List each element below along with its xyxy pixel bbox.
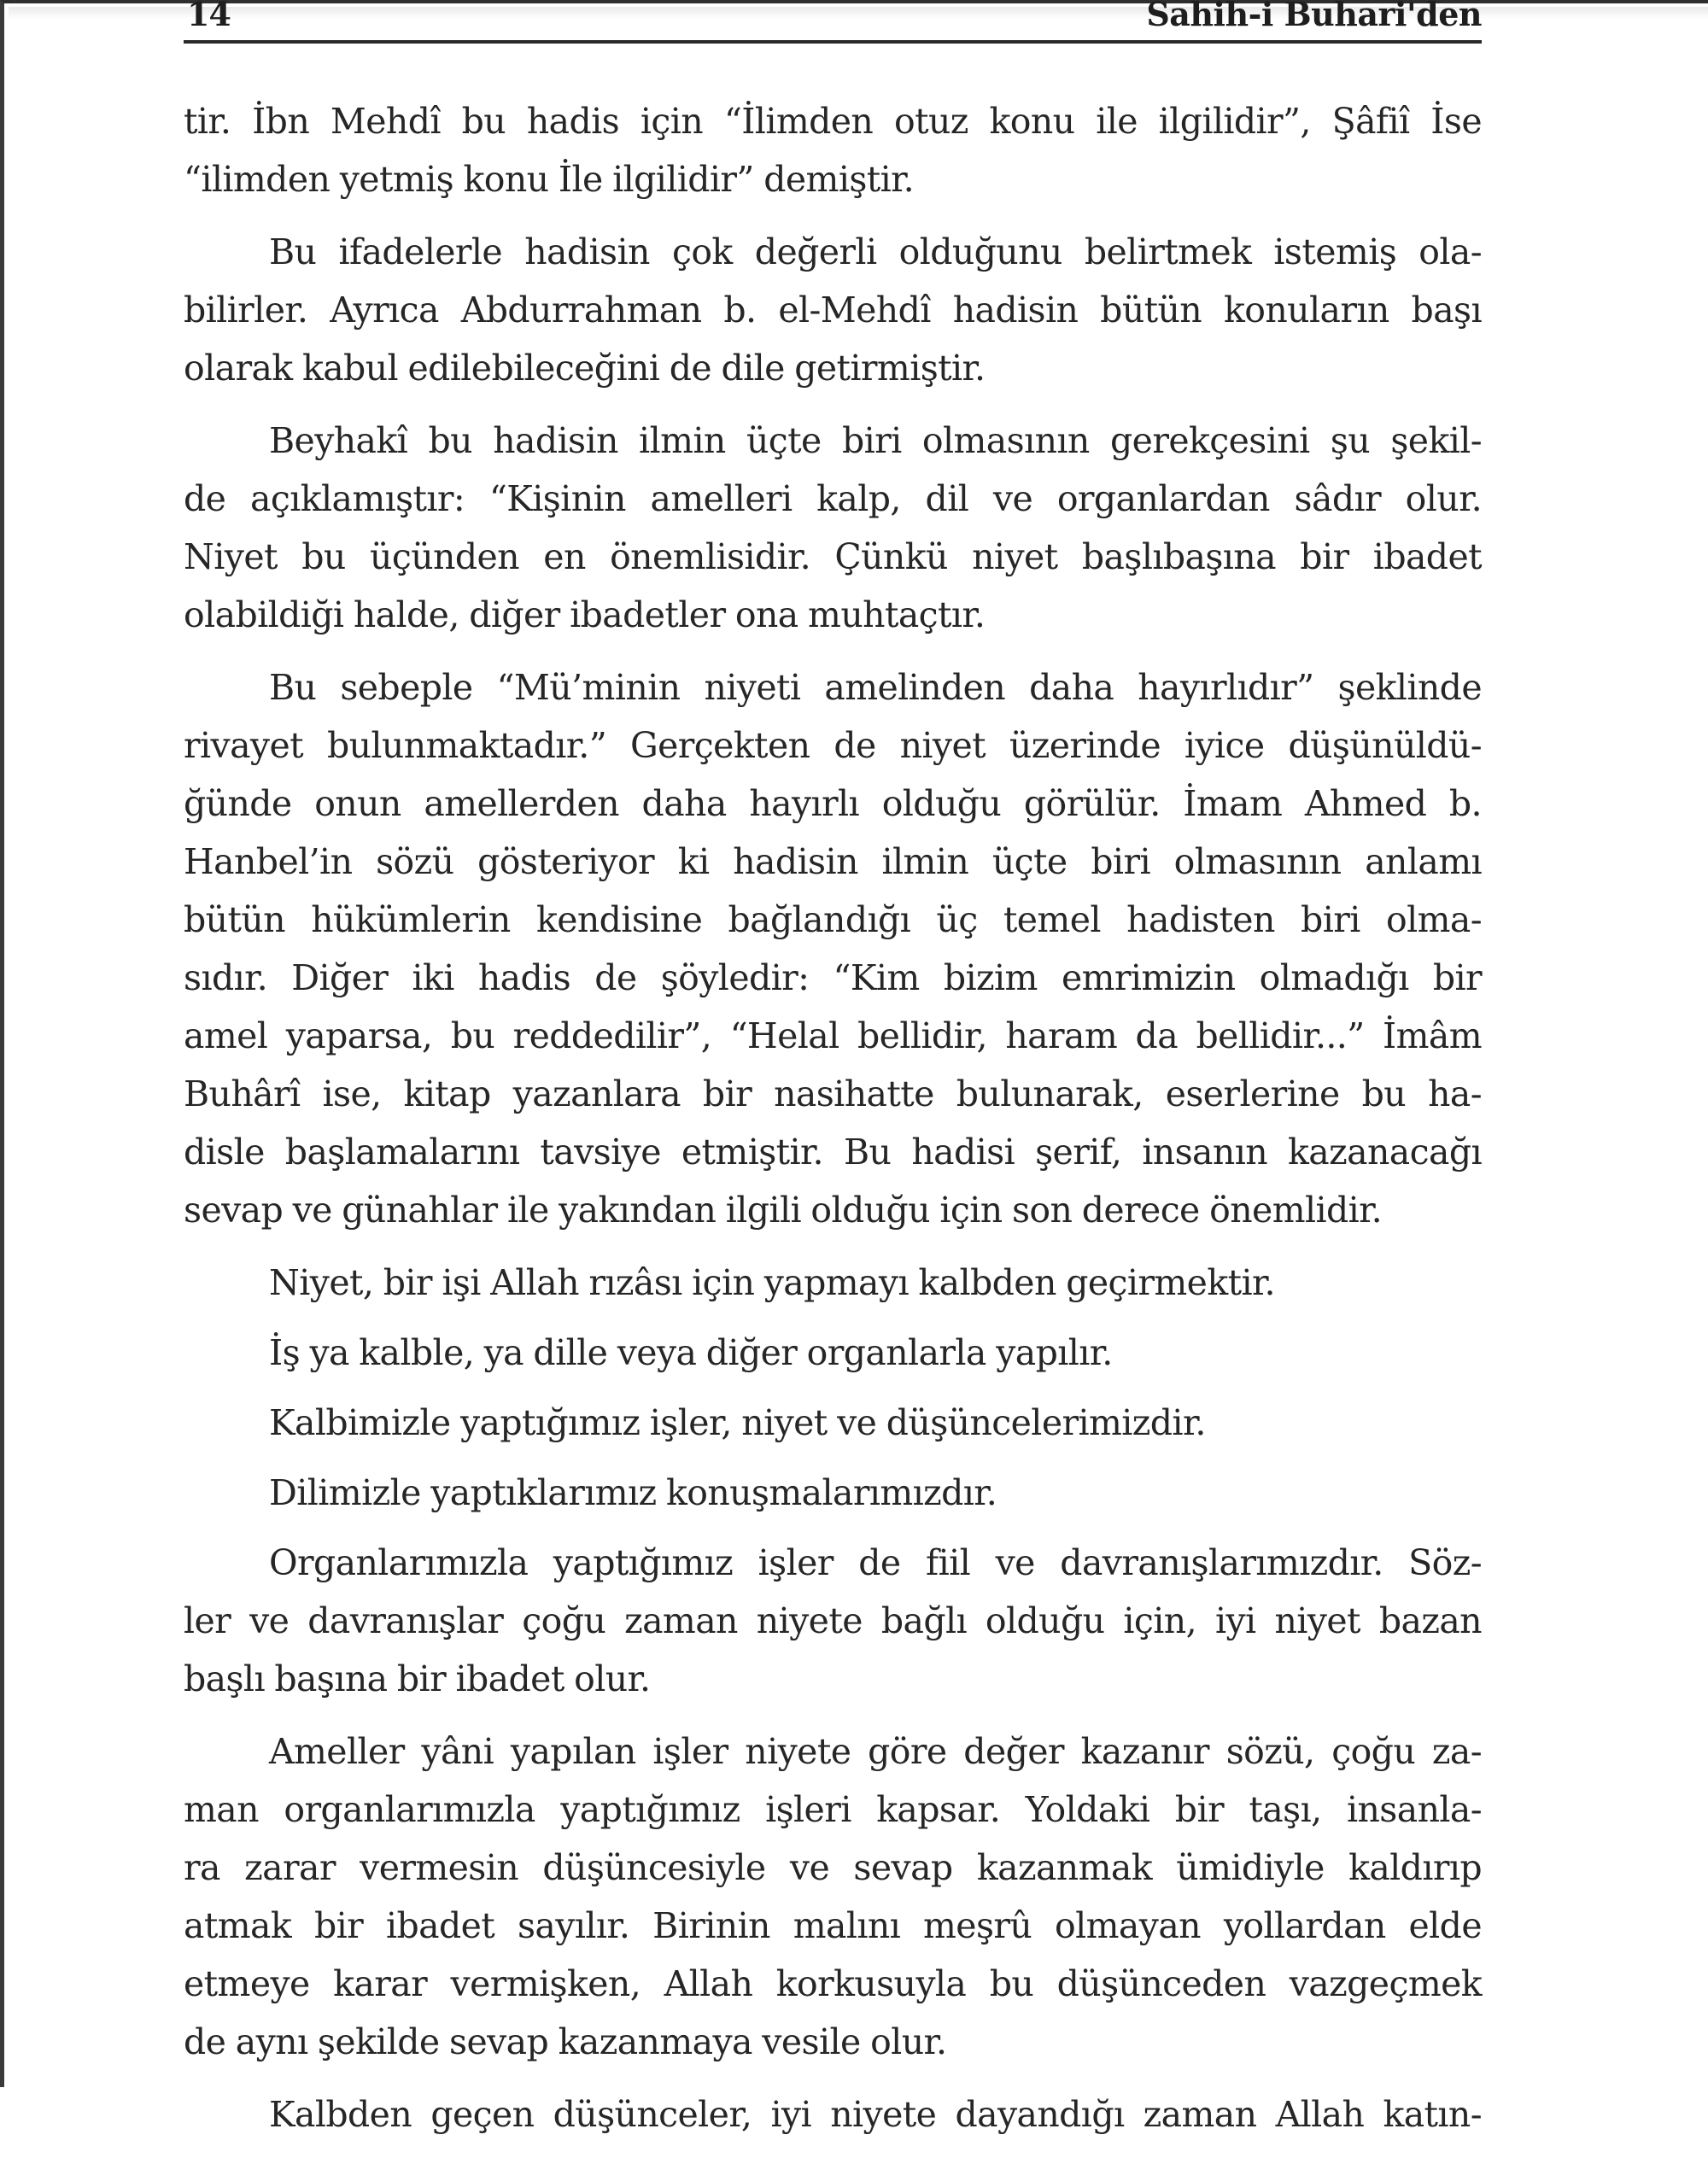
text-line: Bu ifadelerle hadisin çok değerli olduğunu belirtmek istemiş ola- bbox=[269, 231, 1482, 272]
text-line: Organlarımızla yaptığımız işler de fiil ve davranışlarımızdır. Söz- bbox=[269, 1542, 1482, 1583]
paragraph-2 bbox=[184, 223, 1482, 397]
text-line: bilirler. Ayrıca Abdurrahman b. el-Mehdî hadisin bütün konuların başı bbox=[184, 289, 1482, 330]
paragraph-6 bbox=[184, 1722, 1482, 2071]
text-line: bütün hükümlerin kendisine bağlandığı üç temel hadisten biri olma- bbox=[184, 899, 1482, 940]
header-rule bbox=[184, 40, 1482, 44]
text-line: man organlarımızla yaptığımız işleri kapsar. Yoldaki bir taşı, insanla- bbox=[184, 1789, 1482, 1830]
paragraph-3 bbox=[184, 412, 1482, 644]
short-paragraph-2 bbox=[184, 1324, 1482, 1382]
paragraph-7 bbox=[184, 2085, 1482, 2143]
text-line: başlı başına bir ibadet olur. bbox=[184, 1658, 651, 1699]
page-body bbox=[184, 92, 1482, 2158]
paragraph-5 bbox=[184, 1534, 1482, 1708]
text-line: ğünde onun amellerden daha hayırlı olduğu görülür. İmam Ahmed b. bbox=[184, 783, 1482, 824]
text-line: Bu sebeple “Mü’minin niyeti amelinden daha hayırlıdır” şeklinde bbox=[269, 667, 1482, 708]
text-line: Niyet bu üçünden en önemlisidir. Çünkü niyet başlıbaşına bir ibadet bbox=[184, 536, 1482, 577]
text-line: sıdır. Diğer iki hadis de şöyledir: “Kim bizim emrimizin olmadığı bir bbox=[184, 957, 1482, 998]
text-line: Ameller yâni yapılan işler niyete göre değer kazanır sözü, çoğu za- bbox=[269, 1731, 1482, 1772]
text-line: ler ve davranışlar çoğu zaman niyete bağlı olduğu için, iyi niyet bazan bbox=[184, 1600, 1482, 1641]
text-line: Buhârî ise, kitap yazanlara bir nasihatte bulunarak, eserlerine bu ha- bbox=[184, 1073, 1482, 1114]
text-line: sevap ve günahlar ile yakından ilgili olduğu için son derece önemlidir. bbox=[184, 1190, 1383, 1231]
page-header bbox=[184, 0, 1482, 38]
short-paragraph-1 bbox=[184, 1254, 1482, 1312]
running-title: Sahih-i Buhari'den bbox=[1146, 0, 1482, 33]
text-line: “ilimden yetmiş konu İle ilgilidir” demiştir. bbox=[184, 159, 915, 200]
text-line: Niyet, bir işi Allah rızâsı için yapmayı kalbden geçirmektir. bbox=[269, 1262, 1275, 1303]
text-line: atmak bir ibadet sayılır. Birinin malını meşrû olmayan yollardan elde bbox=[184, 1905, 1482, 1946]
text-line: ra zarar vermesin düşüncesiyle ve sevap kazanmak ümidiyle kaldırıp bbox=[184, 1847, 1482, 1888]
text-line: Hanbel’in sözü gösteriyor ki hadisin ilmin üçte biri olmasının anlamı bbox=[184, 841, 1482, 882]
text-line: de aynı şekilde sevap kazanmaya vesile olur. bbox=[184, 2021, 947, 2062]
text-line: olabildiği halde, diğer ibadetler ona muhtaçtır. bbox=[184, 594, 986, 635]
text-line: etmeye karar vermişken, Allah korkusuyla bu düşünceden vazgeçmek bbox=[184, 1963, 1482, 2004]
text-line: tir. İbn Mehdî bu hadis için “İlimden otuz konu ile ilgilidir”, Şâfiî İse bbox=[184, 101, 1482, 142]
text-line: Beyhakî bu hadisin ilmin üçte biri olmasının gerekçesini şu şekil- bbox=[269, 420, 1482, 461]
text-line: olarak kabul edilebileceğini de dile getirmiştir. bbox=[184, 348, 986, 389]
text-line: de açıklamıştır: “Kişinin amelleri kalp, dil ve organlardan sâdır olur. bbox=[184, 478, 1482, 519]
short-paragraph-4 bbox=[184, 1464, 1482, 1522]
paragraph-1 bbox=[184, 92, 1482, 208]
text-line: Kalbden geçen düşünceler, iyi niyete dayandığı zaman Allah katın- bbox=[269, 2094, 1482, 2135]
text-line: amel yaparsa, bu reddedilir”, “Helal bellidir, haram da bellidir...” İmâm bbox=[184, 1015, 1482, 1056]
text-line: Dilimizle yaptıklarımız konuşmalarımızdır. bbox=[269, 1472, 997, 1513]
text-line: disle başlamalarını tavsiye etmiştir. Bu hadisi şerif, insanın kazanacağı bbox=[184, 1132, 1482, 1173]
text-line: İş ya kalble, ya dille veya diğer organlarla yapılır. bbox=[269, 1332, 1113, 1373]
paragraph-4 bbox=[184, 658, 1482, 1239]
text-line: rivayet bulunmaktadır.” Gerçekten de niyet üzerinde iyice düşünüldü- bbox=[184, 725, 1482, 766]
short-paragraph-3 bbox=[184, 1394, 1482, 1452]
text-line: Kalbimizle yaptığımız işler, niyet ve düşüncelerimizdir. bbox=[269, 1402, 1206, 1443]
page-number: 14 bbox=[187, 0, 231, 33]
